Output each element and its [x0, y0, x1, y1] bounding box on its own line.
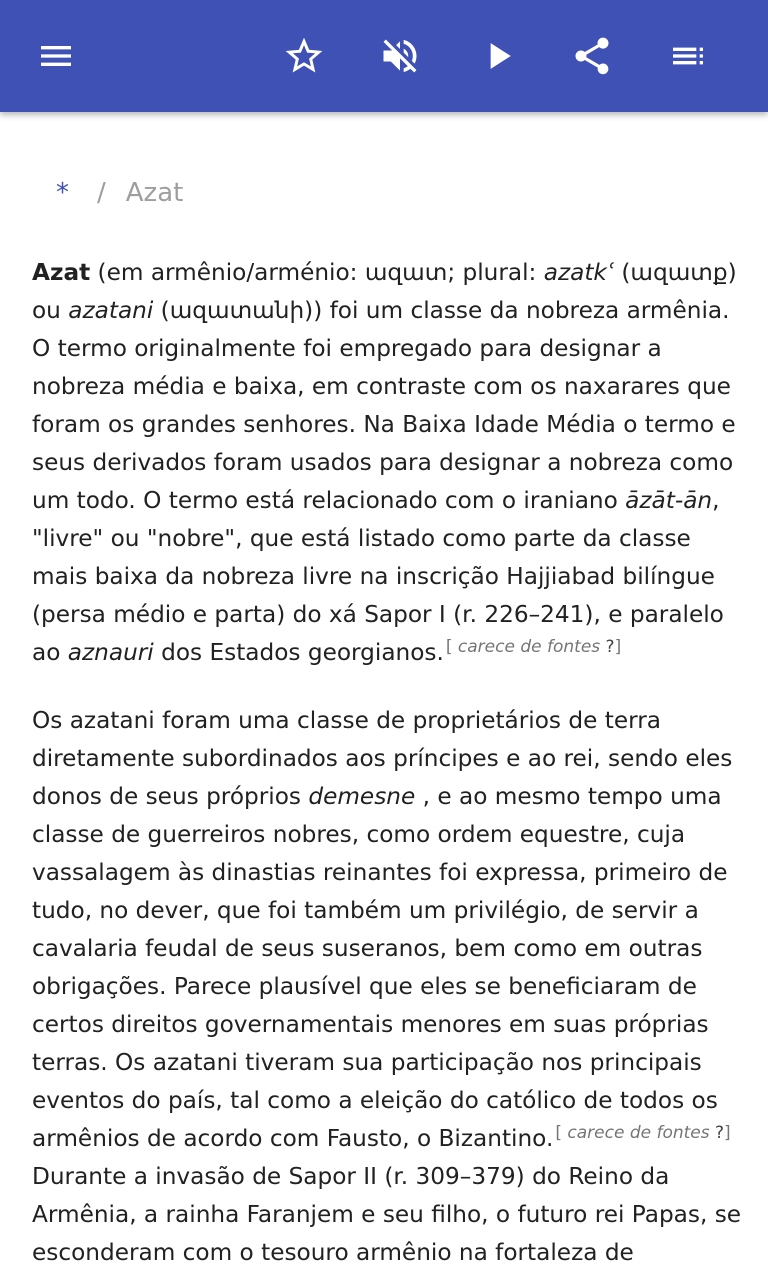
play-icon [476, 34, 520, 78]
app-bar [0, 0, 768, 112]
article-title-term: Azat [32, 259, 91, 286]
share-icon [570, 34, 614, 78]
breadcrumb-separator: / [97, 178, 106, 208]
menu-icon [36, 36, 76, 76]
star-outline-icon [282, 34, 326, 78]
article-body [32, 254, 744, 1272]
paragraph-1: Azat (em armênio/arménio: ազատ; plural: azatkʿ (ազատք) ou azatani (ազատանի)) foi um classe da nobreza armênia. O termo originalmente foi empregado para designar a nobreza média e baixa, em contraste com os naxarares que foram os grandes senhores. Na Baixa Idade Média o termo e seus derivados foram usados para designar a nobreza como um todo. O termo está relacionado com o iraniano āzāt-ān, "livre" ou "nobre", que está listado como parte da classe mais baixa da nobreza livre na inscrição Hajjiabad bilíngue (persa médio e parta) do xá Sapor I (r. 226–241), e paralelo ao aznauri dos Estados georgianos. [ carece de fontes ?] [32, 259, 737, 666]
citation-needed-link[interactable]: [ carece de fontes ?] [555, 1123, 731, 1143]
share-button[interactable] [560, 24, 624, 88]
article-content [0, 112, 768, 1280]
table-of-contents-icon [668, 36, 708, 76]
citation-needed-link[interactable]: [ carece de fontes ?] [445, 637, 622, 657]
breadcrumb-home-link[interactable]: * [56, 178, 69, 208]
volume-off-icon [378, 34, 422, 78]
play-button[interactable] [466, 24, 530, 88]
mute-button[interactable] [368, 24, 432, 88]
breadcrumb [56, 178, 183, 208]
menu-button[interactable] [24, 24, 88, 88]
breadcrumb-current: Azat [125, 178, 184, 208]
favorite-button[interactable] [272, 24, 336, 88]
paragraph-2: Os azatani foram uma classe de proprietários de terra diretamente subordinados aos príncipes e ao rei, sendo eles donos de seus próprios demesne , e ao mesmo tempo uma classe de guerreiros nobres, como ordem equestre, cuja vassalagem às dinastias reinantes foi expressa, primeiro de tudo, no dever, que foi também um privilégio, de servir a cavalaria feudal de seus suseranos, bem como em outras obrigações. Parece plausível que eles se beneficiaram de certos direitos governamentais menores em suas próprias terras. Os azatani tiveram sua participação nos principais eventos do país, tal como a eleição do católico de todos os armênios de acordo com Fausto, o Bizantino. [ carece de fontes ?] Durante a invasão de Sapor II (r. 309–379) do Reino da Armênia, a rainha Faranjem e seu filho, o futuro rei Papas, se esconderam com o tesouro armênio na fortaleza de [32, 707, 742, 1266]
contents-button[interactable] [656, 24, 720, 88]
